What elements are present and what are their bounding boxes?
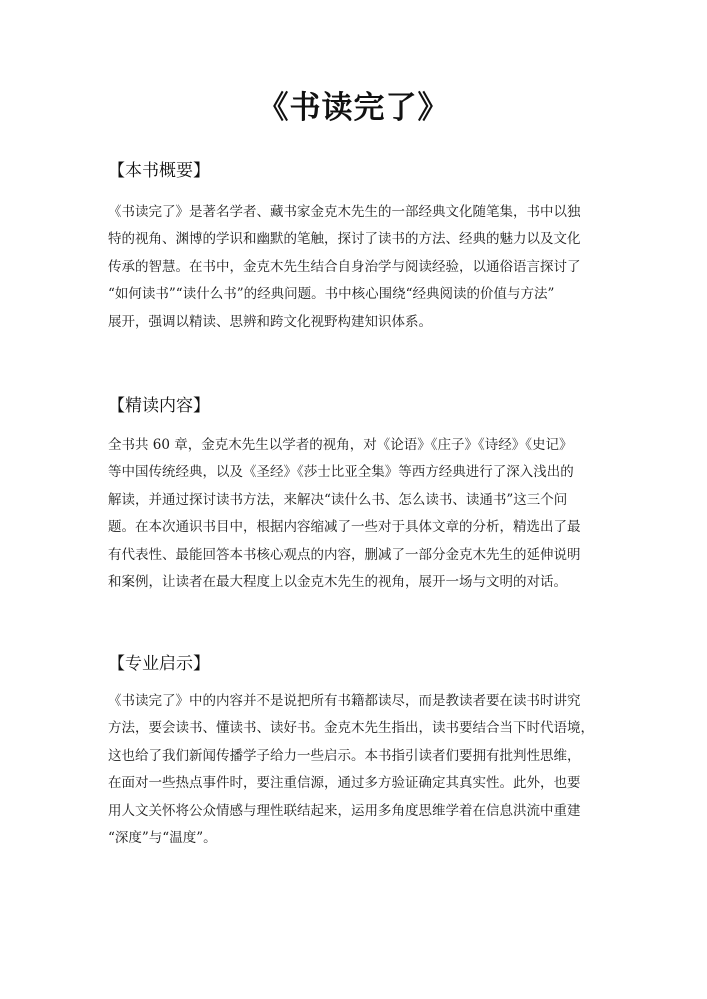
section-body-professional-insight	[108, 688, 628, 852]
section-overview	[108, 160, 628, 336]
section-body-close-reading	[108, 432, 628, 596]
section-close-reading	[108, 395, 628, 596]
paragraph-line: 和案例，让读者在最大程度上以金克木先生的视角，展开一场与文明的对话。	[108, 574, 567, 591]
paragraph-line: 特的视角、渊博的学识和幽默的笔触，探讨了读书的方法、经典的魅力以及文化	[108, 231, 581, 248]
section-heading-close-reading: 【精读内容】	[108, 396, 210, 416]
paragraph-line: “深度”与“温度”。	[108, 830, 217, 847]
section-heading-professional-insight: 【专业启示】	[108, 654, 210, 674]
paragraph-line: 等中国传统经典，以及《圣经》《莎士比亚全集》等西方经典进行了深入浅出的	[108, 464, 574, 481]
paragraph-line: 有代表性、最能回答本书核心观点的内容，删减了一部分金克木先生的延伸说明	[108, 546, 581, 563]
paragraph-line: 全书共 60 章，金克木先生以学者的视角，对《论语》《庄子》《诗经》《史记》	[108, 437, 573, 453]
section-body-overview	[108, 199, 628, 336]
paragraph-line: 方法，要会读书、懂读书、读好书。金克木先生指出，读书要结合当下时代语境，	[108, 720, 594, 737]
paragraph-line: 解读，并通过探讨读书方法，来解决“读什么书、怎么读书、读通书”这三个问	[108, 491, 568, 508]
document-title: 《书读完了》	[257, 90, 450, 126]
paragraph-line: 《书读完了》中的内容并不是说把所有书籍都读尽，而是教读者要在读书时讲究	[108, 693, 581, 709]
paragraph-line: 在面对一些热点事件时，要注重信源，通过多方验证确定其真实性。此外，也要	[108, 775, 581, 792]
paragraph-line: “如何读书”“读什么书”的经典问题。书中核心围绕“经典阅读的价值与方法”	[108, 286, 555, 303]
section-professional-insight	[108, 653, 628, 852]
paragraph-line: 用人文关怀将公众情感与理性联结起来，运用多角度思维学着在信息洪流中重建	[108, 802, 581, 819]
paragraph-line: 展开，强调以精读、思辨和跨文化视野构建知识体系。	[108, 313, 432, 330]
section-heading-overview: 【本书概要】	[108, 161, 210, 181]
paragraph-line: 这也给了我们新闻传播学子给力一些启示。本书指引读者们要拥有批判性思维，	[108, 747, 581, 764]
paragraph-line: 《书读完了》是著名学者、藏书家金克木先生的一部经典文化随笔集，书中以独	[108, 204, 581, 220]
paragraph-line: 题。在本次通识书目中，根据内容缩减了一些对于具体文章的分析，精选出了最	[108, 519, 581, 536]
paragraph-line: 传承的智慧。在书中，金克木先生结合自身治学与阅读经验，以通俗语言探讨了	[108, 258, 581, 275]
